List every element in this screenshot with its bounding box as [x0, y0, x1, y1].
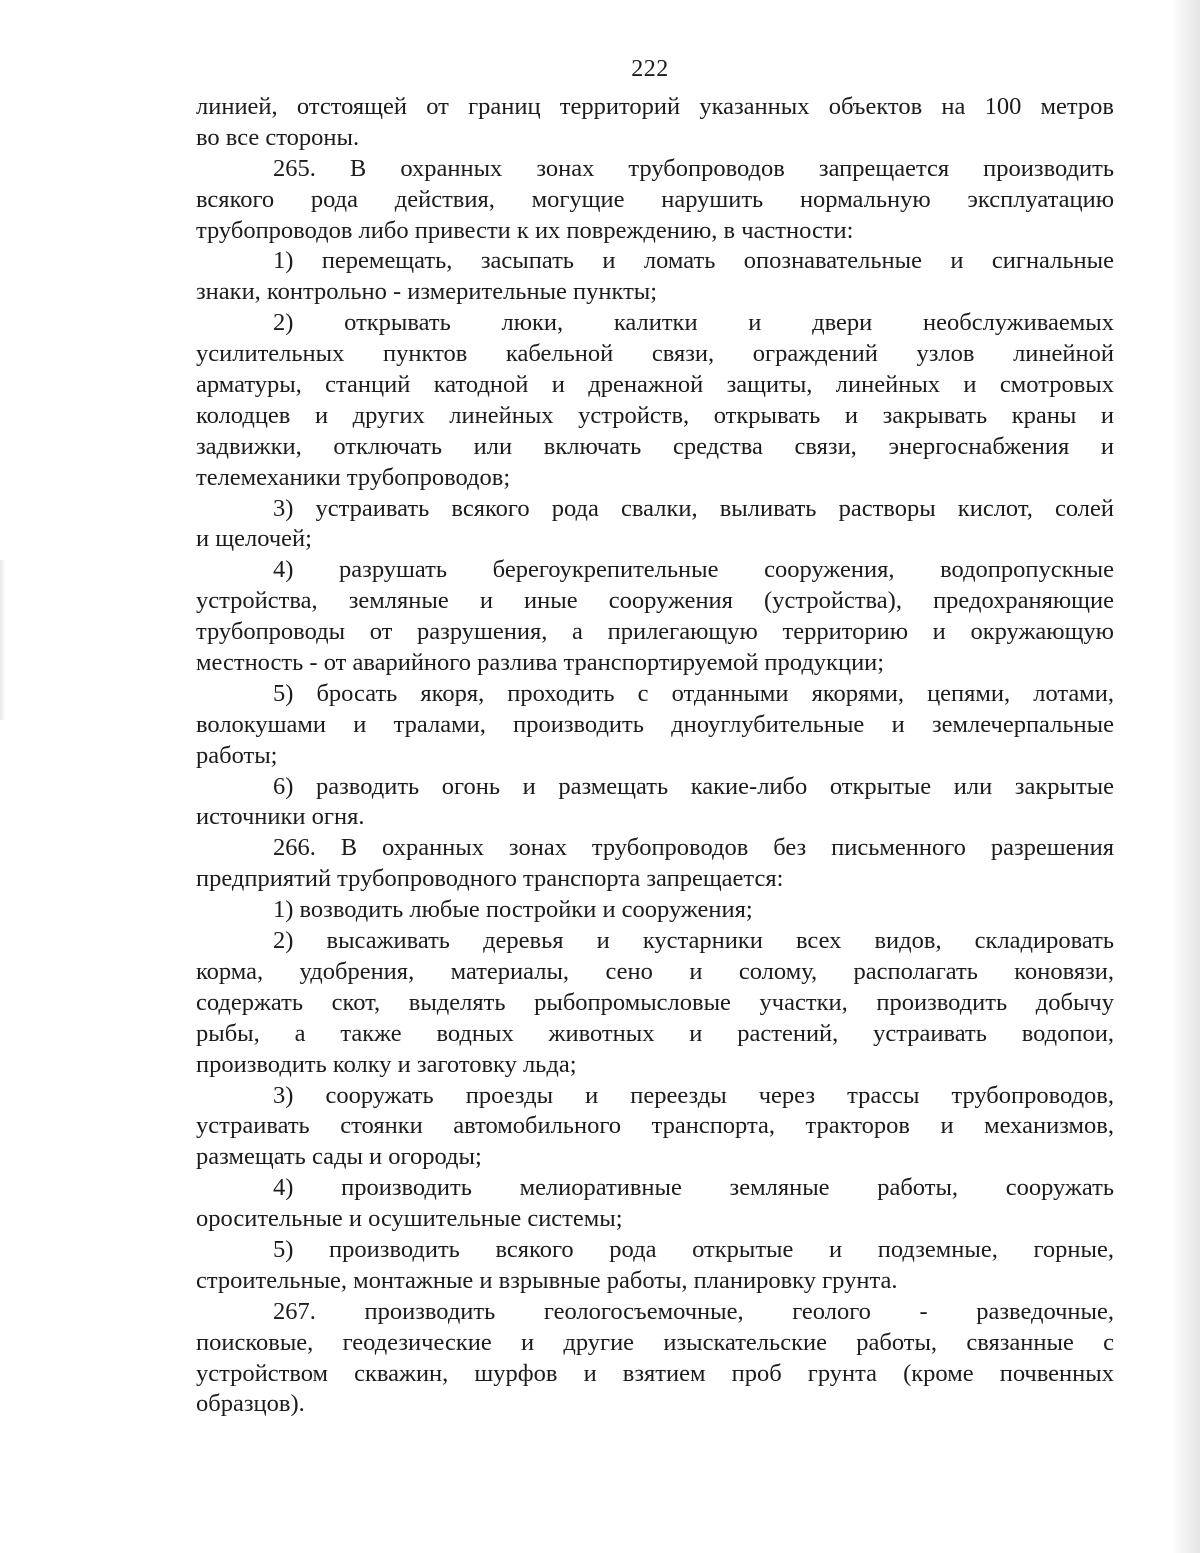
list-item-start: 5) бросать якоря, проходить с отданными якорями, цепями, лотами,	[273, 679, 1114, 707]
text-line: устраивать стоянки автомобильного транспорта, тракторов и механизмов,	[196, 1112, 1114, 1140]
paragraph-266-start: 266. В охранных зонах трубопроводов без письменного разрешения	[273, 834, 1114, 862]
list-item-start: 3) устраивать всякого рода свалки, выливать растворы кислот, солей	[273, 494, 1114, 522]
text-line: устройством скважин, шурфов и взятием проб грунта (кроме почвенных	[196, 1359, 1114, 1387]
document-body	[196, 92, 1114, 1420]
text-line: трубопроводов либо привести к их повреждению, в частности:	[196, 216, 854, 244]
text-line: источники огня.	[196, 803, 365, 831]
text-line: поисковые, геодезические и другие изыскательские работы, связанные с	[196, 1328, 1114, 1356]
text-line: волокушами и тралами, производить дноуглубительные и землечерпальные	[196, 710, 1114, 738]
text-line: работы;	[196, 741, 278, 769]
text-line: местность - от аварийного разлива транспортируемой продукции;	[196, 649, 885, 677]
text-line: содержать скот, выделять рыбопромысловые участки, производить добычу	[196, 988, 1114, 1016]
scan-edge-shadow	[1172, 0, 1200, 1553]
text-line: размещать сады и огороды;	[196, 1143, 482, 1171]
list-item-start: 5) производить всякого рода открытые и подземные, горные,	[273, 1235, 1114, 1263]
list-item-start: 2) высаживать деревья и кустарники всех видов, складировать	[273, 927, 1114, 955]
list-item-start: 4) производить мелиоративные земляные работы, сооружать	[273, 1174, 1114, 1202]
scan-left-shadow	[0, 560, 6, 720]
text-line: усилительных пунктов кабельной связи, ограждений узлов линейной	[196, 340, 1114, 368]
text-line: колодцев и других линейных устройств, открывать и закрывать краны и	[196, 401, 1114, 429]
text-line: телемеханики трубопроводов;	[196, 463, 511, 491]
paragraph-265-start: 265. В охранных зонах трубопроводов запрещается производить	[273, 154, 1114, 182]
text-line: во все стороны.	[196, 123, 360, 151]
text-line: строительные, монтажные и взрывные работы, планировку грунта.	[196, 1266, 898, 1294]
text-line: арматуры, станций катодной и дренажной защиты, линейных и смотровых	[196, 371, 1114, 399]
text-line: трубопроводы от разрушения, а прилегающую территорию и окружающую	[196, 618, 1114, 646]
list-item-start: 1) возводить любые постройки и сооружения;	[273, 896, 753, 924]
text-line: устройства, земляные и иные сооружения (устройства), предохраняющие	[196, 587, 1114, 615]
text-line: линией, отстоящей от границ территорий указанных объектов на 100 метров	[196, 93, 1114, 120]
text-line: и щелочей;	[196, 525, 312, 553]
page-number: 222	[631, 56, 669, 82]
text-line: предприятий трубопроводного транспорта запрещается:	[196, 865, 784, 893]
paragraph-267-start: 267. производить геологосъемочные, геолого - разведочные,	[273, 1297, 1114, 1325]
list-item-start: 3) сооружать проезды и переезды через трассы трубопроводов,	[273, 1081, 1114, 1109]
list-item-start: 2) открывать люки, калитки и двери необслуживаемых	[273, 309, 1114, 337]
text-line: образцов).	[196, 1390, 305, 1418]
text-line: корма, удобрения, материалы, сено и солому, располагать коновязи,	[196, 957, 1114, 985]
list-item-start: 4) разрушать берегоукрепительные сооружения, водопропускные	[273, 556, 1114, 584]
text-line: всякого рода действия, могущие нарушить нормальную эксплуатацию	[196, 185, 1114, 213]
list-item-start: 6) разводить огонь и размещать какие-либо открытые или закрытые	[273, 772, 1114, 800]
text-line: рыбы, а также водных животных и растений, устраивать водопои,	[196, 1019, 1114, 1047]
text-line: производить колку и заготовку льда;	[196, 1050, 577, 1078]
text-line: оросительные и осушительные системы;	[196, 1205, 623, 1233]
text-line: задвижки, отключать или включать средства связи, энергоснабжения и	[196, 432, 1114, 460]
list-item-start: 1) перемещать, засыпать и ломать опознавательные и сигнальные	[273, 247, 1114, 275]
text-line: знаки, контрольно - измерительные пункты;	[196, 278, 658, 306]
